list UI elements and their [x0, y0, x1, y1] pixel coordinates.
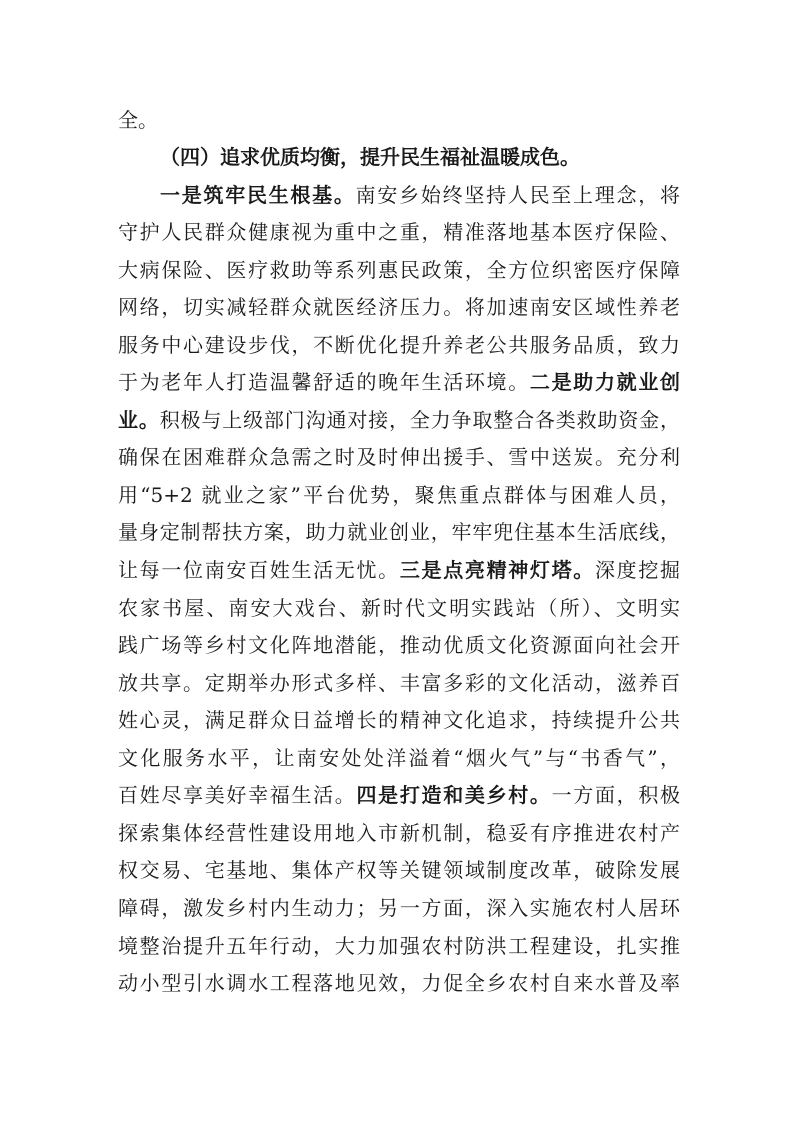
line-text: 量身定制帮扶方案，助力就业创业，牢牢兜住基本生活底线， — [118, 520, 680, 545]
paragraph-line — [118, 965, 680, 1003]
paragraph-line — [118, 777, 680, 815]
paragraph-line — [118, 289, 680, 327]
paragraph-line — [118, 364, 680, 402]
paragraph-line — [118, 327, 680, 365]
line-text: 深度挖掘 — [594, 558, 680, 582]
paragraph-line — [118, 627, 680, 665]
paragraph-line — [118, 514, 680, 552]
line-text: 境整治提升五年行动，大力加强农村防洪工程建设，扎实推 — [118, 933, 680, 958]
paragraph-line — [118, 439, 680, 477]
paragraph-line — [118, 214, 680, 252]
paragraph-line — [118, 552, 680, 590]
section-heading-text: （四）追求优质均衡，提升民生福祉温暖成色。 — [160, 145, 580, 169]
line-text: 百姓尽享美好幸福生活。 — [118, 783, 357, 808]
line-text: 探索集体经营性建设用地入市新机制，稳妥有序推进农村产 — [118, 820, 680, 845]
section-heading — [160, 139, 630, 177]
line-text: 守护人民群众健康视为重中之重，精准落地基本医疗保险、 — [118, 220, 680, 245]
paragraph-line — [118, 665, 680, 703]
paragraph-tail — [118, 102, 680, 140]
line-text: 南安乡始终坚持人民至上理念，将 — [355, 182, 680, 207]
line-text: 农家书屋、南安大戏台、新时代文明实践站（所）、文明实 — [118, 595, 680, 620]
bold-lead-phrase: 二是助力就业创 — [529, 370, 680, 395]
line-text: 姓心灵，满足群众日益增长的精神文化追求，持续提升公共 — [118, 708, 680, 733]
line-text: 让每一位南安百姓生活无忧。 — [118, 558, 400, 582]
line-text: 网络，切实减轻群众就医经济压力。将加速南安区域性养老 — [118, 295, 680, 320]
paragraph-line — [118, 702, 680, 740]
line-text: 障碍，激发乡村内生动力；另一方面，深入实施农村人居环 — [118, 895, 680, 920]
line-text: 用“5+2 就业之家”平台优势，聚焦重点群体与困难人员， — [118, 482, 680, 507]
line-text: 积极与上级部门沟通对接，全力争取整合各类救助资金， — [159, 407, 680, 432]
paragraph-line — [118, 590, 680, 628]
line-text: 放共享。定期举办形式多样、丰富多彩的文化活动，滋养百 — [118, 670, 680, 695]
paragraph-line — [118, 890, 680, 928]
line-text: 确保在困难群众急需之时及时伸出援手、雪中送炭。充分利 — [118, 445, 680, 470]
line-text: 于为老年人打造温馨舒适的晚年生活环境。 — [118, 370, 530, 395]
paragraph-line — [118, 852, 680, 890]
line-text: 一方面，积极 — [551, 783, 680, 808]
paragraph-tail-text: 全。 — [118, 108, 158, 132]
bold-lead-phrase: 四是打造和美乡村。 — [356, 783, 552, 808]
paragraph-line — [118, 252, 680, 290]
paragraph-line — [118, 402, 680, 440]
line-text: 服务中心建设步伐，不断优化提升养老公共服务品质，致力 — [118, 332, 680, 357]
paragraph-line — [118, 928, 680, 966]
bold-lead-phrase: 业。 — [118, 407, 160, 432]
line-text: 践广场等乡村文化阵地潜能，推动优质文化资源面向社会开 — [118, 633, 680, 658]
line-text: 文化服务水平，让南安处处洋溢着“烟火气”与“书香气”， — [118, 745, 680, 770]
bold-lead-phrase: 一是筑牢民生根基。 — [160, 182, 356, 207]
paragraph-line — [118, 477, 680, 515]
paragraph-line — [160, 177, 680, 215]
paragraph-line — [118, 740, 680, 778]
bold-lead-phrase: 三是点亮精神灯塔。 — [399, 558, 595, 582]
paragraph-line — [118, 815, 680, 853]
line-text: 权交易、宅基地、集体产权等关键领域制度改革，破除发展 — [118, 858, 680, 883]
line-text: 动小型引水调水工程落地见效，力促全乡农村自来水普及率 — [118, 971, 680, 996]
line-text: 大病保险、医疗救助等系列惠民政策，全方位织密医疗保障 — [118, 257, 680, 282]
